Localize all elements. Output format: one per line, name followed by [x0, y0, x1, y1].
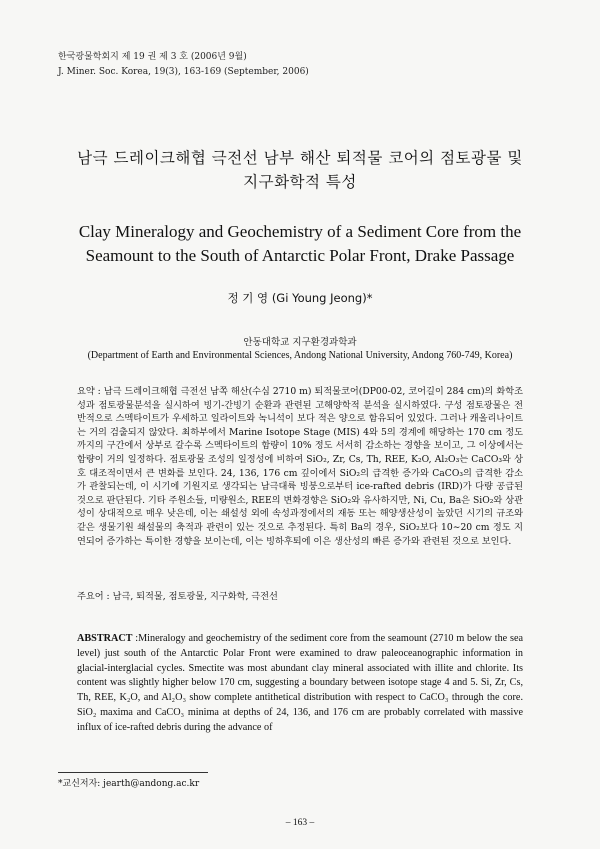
affiliation-english: (Department of Earth and Environmental Sciences, Andong National University, Andong 760-749, Korea) — [87, 350, 513, 361]
footnote-divider — [58, 772, 208, 773]
page-number: – 163 – — [285, 818, 315, 828]
journal-citation-english: J. Miner. Soc. Korea, 19(3), 163-169 (September, 2006) — [58, 67, 309, 77]
journal-citation-korean: 한국광물학회지 제 19 권 제 3 호 (2006년 9월) — [58, 52, 247, 62]
abstract-english-text: :Mineralogy and geochemistry of the sediment core from the seamount (2710 m below the sea level) just south of the Antarctic Polar Front were examined to draw paleoceanographic information in glacial-interglacial cycles. Smectite was most abundant clay mineral associated with illite and chlorite. Its content was slightly higher below 170 cm, suggesting a boundary between isotope stage 4 and 5. Si, Zr, Cs, Th, REE, K₂O, and Al₂O₃ show complete antithetical distribution with respect to CaCO₃ through the core. SiO₂ maxima and CaCO₃ minima at depths of 24, 136, and 176 cm are probably correlated with massive influx of ice-rafted debris during the advance of — [77, 633, 523, 733]
korean-title-line1: 남극 드레이크해협 극전선 남부 해산 퇴적물 코어의 점토광물 및 — [77, 149, 523, 167]
abstract-korean-text: 남극 드레이크해협 극전선 남쪽 해산(수심 2710 m) 퇴적물코어(DP00-02, 코어길이 284 cm)의 화학조성과 점토광물분석을 실시하여 빙기-간빙기 순환과 관련된 고해양학적 분석을 실시하였다. 구성 점토광물은 전반적으로 스멕타이트가 우세하고 일라이트와 녹니석이 보다 적은 양으로 함유되어 있었다. 그러나 캐올리나이트는 거의 검출되지 않았다. 최하부에서 Marine Isotope Stage (MIS) 4와 5의 경계에 해당하는 170 cm 정도까지의 구간에서 상부로 갈수록 스멕타이트의 함량이 10% 정도 서서히 감소하는 경향을 보이고, 그 이상에서는 함량이 거의 일정하다. 점토광물 조성의 일정성에 비하여 SiO₂, Zr, Cs, Th, REE, K₂O, Al₂O₃는 CaCO₃와 상호 대조적이면서 큰 변화를 보인다. 24, 136, 176 cm 깊이에서 SiO₂의 급격한 증가와 CaCO₃의 급격한 감소가 관찰되는데, 이 시기에 기원지로 생각되는 남극대륙 빙붕으로부터 ice-rafted debris (IRD)가 다량 공급된 것으로 판단된다. 기타 주원소들, 미량원소, REE의 변화경향은 SiO₂와 유사하지만, Ni, Cu, Ba은 SiO₂와 상관성이 상대적으로 매우 낮은데, 이는 쇄설성 외에 속성과정에서의 재동 또는 해양생산성이 높았던 시기의 규조와 같은 생물기원 쇄설물의 축적과 관련이 있는 것으로 추정된다. 특히 Ba의 경우, SiO₂보다 10∼20 cm 정도 지연되어 증가하는 특이한 경향을 보이는데, 이는 빙하후퇴에 이은 생산성의 빠른 증가와 관련된 것으로 보인다. — [77, 386, 523, 547]
english-title-line1: Clay Mineralogy and Geochemistry of a Sediment Core from the — [78, 222, 522, 241]
affiliation-korean: 안동대학교 지구환경과학과 — [243, 337, 357, 348]
english-title-line2: Seamount to the South of Antarctic Polar Front, Drake Passage — [85, 246, 515, 265]
keywords-text: 남극, 퇴적물, 점토광물, 지구화학, 극전선 — [112, 591, 278, 602]
abstract-english-label: ABSTRACT — [77, 633, 133, 644]
corresponding-author-footnote: *교신저자: jearth@andong.ac.kr — [58, 779, 200, 789]
english-title — [40, 220, 560, 268]
keywords — [77, 588, 523, 602]
abstract-english — [77, 632, 523, 736]
keywords-label: 주요어 : — [77, 591, 113, 602]
abstract-korean — [77, 385, 523, 548]
author-name: 정 기 영 (Gi Young Jeong)* — [227, 291, 373, 305]
korean-title — [40, 146, 560, 194]
korean-title-line2: 지구화학적 특성 — [243, 173, 357, 191]
journal-header — [58, 50, 309, 80]
abstract-korean-label: 요약 : — [77, 386, 104, 397]
